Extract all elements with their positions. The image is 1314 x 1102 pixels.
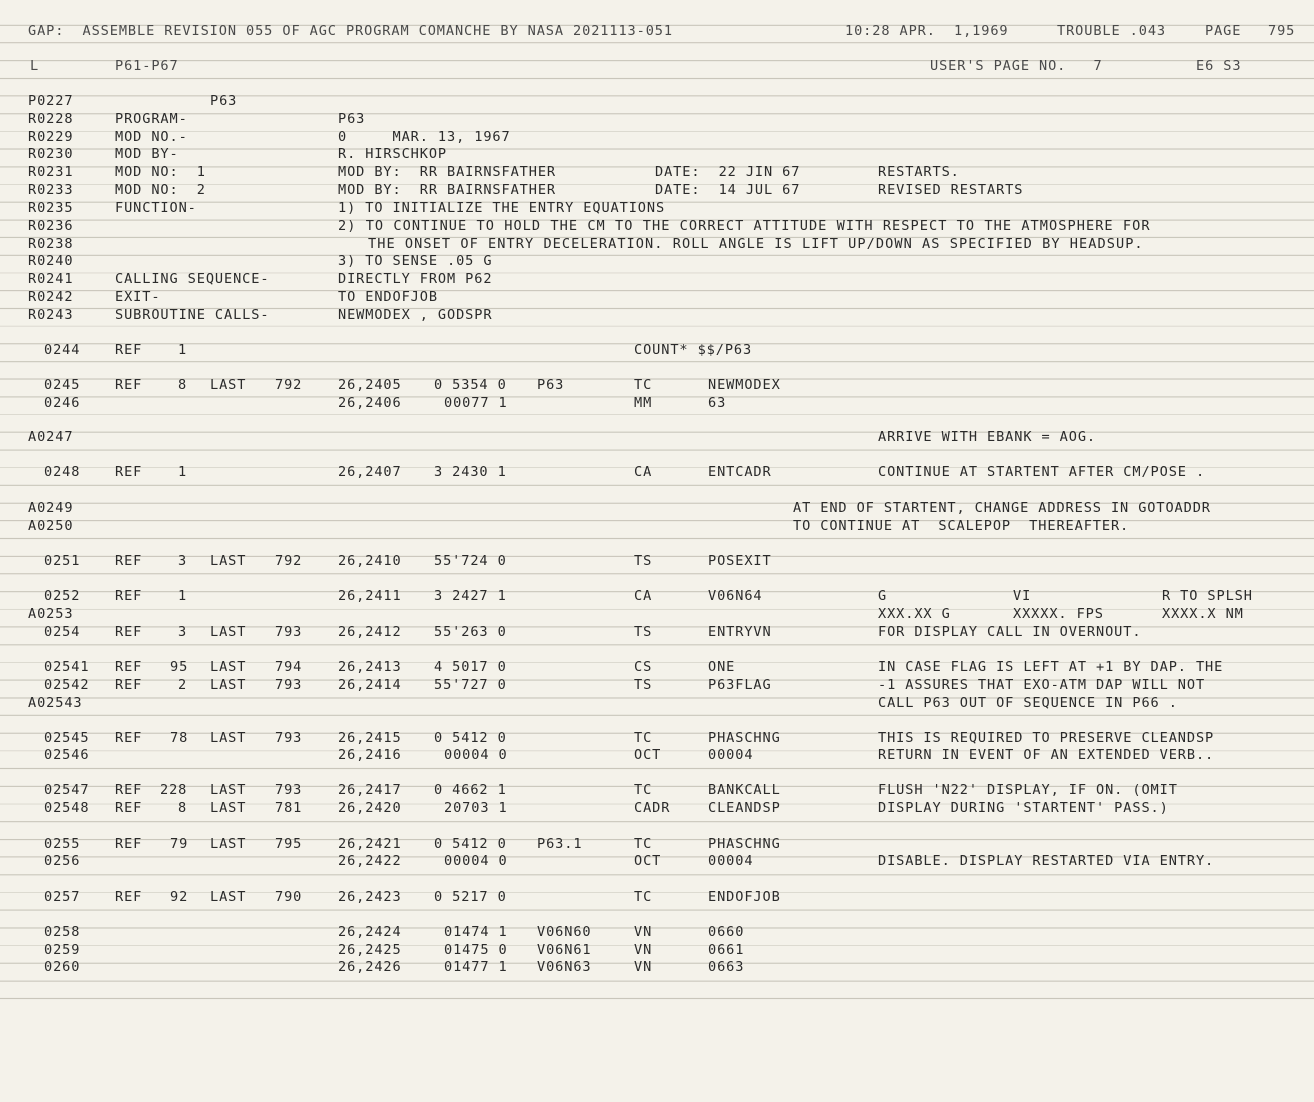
comment-text: 1) TO INITIALIZE THE ENTRY EQUATIONS	[338, 200, 666, 216]
comment-text: P63	[210, 93, 238, 109]
ref-label: REF	[115, 782, 143, 798]
users-page-number: USER'S PAGE NO. 7	[930, 58, 1103, 74]
listing-line	[0, 394, 1314, 412]
ref-label: REF	[115, 624, 143, 640]
last-page: 792	[275, 553, 303, 569]
line-number: R0235	[28, 200, 74, 216]
opcode: TC	[634, 377, 653, 393]
ref-label: REF	[115, 730, 143, 746]
operand: 00004	[708, 853, 754, 869]
line-number: R0238	[28, 236, 74, 252]
last-label: LAST	[210, 889, 247, 905]
operand: POSEXIT	[708, 553, 772, 569]
address: 26,2416	[338, 747, 402, 763]
octal-word: 4 5017 0	[434, 659, 507, 675]
comment-date: DATE: 22 JIN 67	[655, 164, 801, 180]
comment-text: ARRIVE WITH EBANK = AOG.	[878, 429, 1097, 445]
listing-line	[0, 888, 1314, 906]
opcode: VN	[634, 942, 653, 958]
last-label: LAST	[210, 659, 247, 675]
line-number: R0243	[28, 307, 74, 323]
octal-word: 55'263 0	[434, 624, 507, 640]
ref-count: 228	[160, 782, 188, 798]
comment-text: -1 ASSURES THAT EXO-ATM DAP WILL NOT	[878, 677, 1206, 693]
ref-label: REF	[115, 800, 143, 816]
last-page: 794	[275, 659, 303, 675]
operand: PHASCHNG	[708, 836, 781, 852]
address: 26,2417	[338, 782, 402, 798]
ref-count: 2	[178, 677, 188, 693]
line-number: 0256	[44, 853, 81, 869]
listing-line	[0, 376, 1314, 394]
octal-word: 0 5412 0	[434, 836, 507, 852]
comment-text: XXXXX. FPS	[1013, 606, 1104, 622]
section-range: P61-P67	[115, 58, 179, 74]
operand: NEWMODEX	[708, 377, 781, 393]
label: V06N61	[537, 942, 592, 958]
listing-line	[0, 746, 1314, 764]
count-directive: COUNT* $$/P63	[634, 342, 753, 358]
comment-text: THIS IS REQUIRED TO PRESERVE CLEANDSP	[878, 730, 1215, 746]
comment-date: DATE: 14 JUL 67	[655, 182, 801, 198]
operand: ENTCADR	[708, 464, 772, 480]
line-number: 0245	[44, 377, 81, 393]
listing-line	[0, 835, 1314, 853]
opcode: TS	[634, 677, 653, 693]
ref-label: REF	[115, 889, 143, 905]
operand: CLEANDSP	[708, 800, 781, 816]
comment-text: IN CASE FLAG IS LEFT AT +1 BY DAP. THE	[878, 659, 1224, 675]
operand: PHASCHNG	[708, 730, 781, 746]
ref-label: REF	[115, 836, 143, 852]
listing-header	[0, 22, 1314, 40]
comment-text: MOD BY: RR BAIRNSFATHER	[338, 164, 557, 180]
opcode: TS	[634, 553, 653, 569]
comment-text: DIRECTLY FROM P62	[338, 271, 493, 287]
line-number: 0259	[44, 942, 81, 958]
assembly-timestamp: 10:28 APR. 1,1969	[845, 23, 1009, 39]
listing-line	[0, 428, 1314, 446]
comment-text: XXXX.X NM	[1162, 606, 1244, 622]
listing-line	[0, 110, 1314, 128]
line-number: 0260	[44, 959, 81, 975]
opcode: MM	[634, 395, 653, 411]
operand: P63FLAG	[708, 677, 772, 693]
page-number: 795	[1268, 23, 1296, 39]
address: 26,2424	[338, 924, 402, 940]
opcode: CS	[634, 659, 653, 675]
opcode: TC	[634, 836, 653, 852]
octal-word: 0 5354 0	[434, 377, 507, 393]
address: 26,2425	[338, 942, 402, 958]
line-number: A02543	[28, 695, 83, 711]
address: 26,2420	[338, 800, 402, 816]
comment-text: THE ONSET OF ENTRY DECELERATION. ROLL ANGLE IS LIFT UP/DOWN AS SPECIFIED BY HEADSUP.	[368, 236, 1144, 252]
comment-text: XXX.XX G	[878, 606, 951, 622]
line-number: R0240	[28, 253, 74, 269]
line-number: 0257	[44, 889, 81, 905]
listing-line	[0, 306, 1314, 324]
listing-line	[0, 217, 1314, 235]
address: 26,2411	[338, 588, 402, 604]
line-number: R0228	[28, 111, 74, 127]
comment-text: CONTINUE AT STARTENT AFTER CM/POSE .	[878, 464, 1206, 480]
address: 26,2412	[338, 624, 402, 640]
assembly-title: GAP: ASSEMBLE REVISION 055 OF AGC PROGRAM COMANCHE BY NASA 2021113-051	[28, 23, 673, 39]
comment-text: DISABLE. DISPLAY RESTARTED VIA ENTRY.	[878, 853, 1215, 869]
comment-label: EXIT-	[115, 289, 161, 305]
listing-line	[0, 128, 1314, 146]
comment-text: 3) TO SENSE .05 G	[338, 253, 493, 269]
address: 26,2421	[338, 836, 402, 852]
listing-line	[0, 694, 1314, 712]
comment-label: FUNCTION-	[115, 200, 197, 216]
line-number: R0230	[28, 146, 74, 162]
operand: 0660	[708, 924, 745, 940]
comment-text: RETURN IN EVENT OF AN EXTENDED VERB..	[878, 747, 1215, 763]
last-label: LAST	[210, 677, 247, 693]
listing-line	[0, 799, 1314, 817]
opcode: CA	[634, 464, 653, 480]
comment-text: P63	[338, 111, 366, 127]
listing-line	[0, 463, 1314, 481]
opcode: OCT	[634, 747, 662, 763]
line-number: R0236	[28, 218, 74, 234]
comment-text: DISPLAY DURING 'STARTENT' PASS.)	[878, 800, 1169, 816]
last-page: 793	[275, 677, 303, 693]
comment-label: MOD BY-	[115, 146, 179, 162]
ref-count: 95	[170, 659, 189, 675]
address: 26,2410	[338, 553, 402, 569]
octal-word: 3 2427 1	[434, 588, 507, 604]
listing-line	[0, 288, 1314, 306]
octal-word: 00004 0	[444, 747, 508, 763]
opcode: TC	[634, 782, 653, 798]
ref-label: REF	[115, 553, 143, 569]
octal-word: 00004 0	[444, 853, 508, 869]
line-number: R0229	[28, 129, 74, 145]
line-number: R0242	[28, 289, 74, 305]
opcode: VN	[634, 959, 653, 975]
listing-line	[0, 235, 1314, 253]
operand: 0661	[708, 942, 745, 958]
comment-label: MOD NO.-	[115, 129, 188, 145]
trouble-code: TROUBLE .043	[1057, 23, 1167, 39]
comment-label: MOD NO: 1	[115, 164, 206, 180]
operand: BANKCALL	[708, 782, 781, 798]
ref-label: REF	[115, 677, 143, 693]
line-number: A0250	[28, 518, 74, 534]
listing-line	[0, 676, 1314, 694]
last-page: 793	[275, 730, 303, 746]
comment-text: MOD BY: RR BAIRNSFATHER	[338, 182, 557, 198]
ref-count: 8	[178, 800, 188, 816]
opcode: TC	[634, 730, 653, 746]
label: P63	[537, 377, 565, 393]
ref-count: 1	[178, 342, 188, 358]
comment-label: MOD NO: 2	[115, 182, 206, 198]
ref-label: REF	[115, 342, 143, 358]
last-page: 795	[275, 836, 303, 852]
last-label: LAST	[210, 624, 247, 640]
operand: 00004	[708, 747, 754, 763]
line-number: 02547	[44, 782, 90, 798]
comment-text: CALL P63 OUT OF SEQUENCE IN P66 .	[878, 695, 1178, 711]
line-number: A0253	[28, 606, 74, 622]
comment-text: R TO SPLSH	[1162, 588, 1253, 604]
listing-line	[0, 923, 1314, 941]
address: 26,2406	[338, 395, 402, 411]
address: 26,2407	[338, 464, 402, 480]
last-label: LAST	[210, 730, 247, 746]
opcode: TC	[634, 889, 653, 905]
comment-text: RESTARTS.	[878, 164, 960, 180]
line-number: 0258	[44, 924, 81, 940]
listing-line	[0, 729, 1314, 747]
last-label: LAST	[210, 553, 247, 569]
comment-text: R. HIRSCHKOP	[338, 146, 448, 162]
ref-count: 8	[178, 377, 188, 393]
listing-line	[0, 658, 1314, 676]
line-number: 0254	[44, 624, 81, 640]
last-page: 781	[275, 800, 303, 816]
address: 26,2426	[338, 959, 402, 975]
comment-text: 2) TO CONTINUE TO HOLD THE CM TO THE CORRECT ATTITUDE WITH RESPECT TO THE ATMOSPHERE FOR	[338, 218, 1151, 234]
octal-word: 55'727 0	[434, 677, 507, 693]
line-number: A0247	[28, 429, 74, 445]
octal-word: 3 2430 1	[434, 464, 507, 480]
line-number: 0244	[44, 342, 81, 358]
address: 26,2415	[338, 730, 402, 746]
listing-line	[0, 181, 1314, 199]
line-number: 0246	[44, 395, 81, 411]
listing-line	[0, 252, 1314, 270]
listing-line	[0, 517, 1314, 535]
octal-word: 0 4662 1	[434, 782, 507, 798]
line-number: 02548	[44, 800, 90, 816]
line-number: 0251	[44, 553, 81, 569]
ref-label: REF	[115, 377, 143, 393]
comment-label: CALLING SEQUENCE-	[115, 271, 270, 287]
address: 26,2422	[338, 853, 402, 869]
ref-label: REF	[115, 588, 143, 604]
listing-line	[0, 958, 1314, 976]
ref-count: 3	[178, 553, 188, 569]
last-page: 790	[275, 889, 303, 905]
last-label: LAST	[210, 836, 247, 852]
octal-word: 00077 1	[444, 395, 508, 411]
line-number: P0227	[28, 93, 74, 109]
comment-text: FLUSH 'N22' DISPLAY, IF ON. (OMIT	[878, 782, 1178, 798]
listing-line	[0, 499, 1314, 517]
ref-label: REF	[115, 659, 143, 675]
page-label: PAGE	[1205, 23, 1242, 39]
address: 26,2423	[338, 889, 402, 905]
listing-line	[0, 199, 1314, 217]
opcode: CA	[634, 588, 653, 604]
comment-text: FOR DISPLAY CALL IN OVERNOUT.	[878, 624, 1142, 640]
comment-text: REVISED RESTARTS	[878, 182, 1024, 198]
ref-count: 1	[178, 588, 188, 604]
octal-word: 01477 1	[444, 959, 508, 975]
comment-text: G	[878, 588, 888, 604]
comment-text: TO CONTINUE AT SCALEPOP THEREAFTER.	[793, 518, 1130, 534]
listing-line	[0, 941, 1314, 959]
octal-word: 0 5412 0	[434, 730, 507, 746]
ref-count: 1	[178, 464, 188, 480]
operand: ENTRYVN	[708, 624, 772, 640]
line-number: A0249	[28, 500, 74, 516]
ref-count: 92	[170, 889, 189, 905]
listing-line	[0, 270, 1314, 288]
listing-line	[0, 92, 1314, 110]
line-number: 0255	[44, 836, 81, 852]
last-page: 793	[275, 624, 303, 640]
last-label: LAST	[210, 782, 247, 798]
last-label: LAST	[210, 800, 247, 816]
operand: ENDOFJOB	[708, 889, 781, 905]
ref-label: REF	[115, 464, 143, 480]
line-number: 02541	[44, 659, 90, 675]
listing-subheader	[0, 57, 1314, 75]
line-number: 0252	[44, 588, 81, 604]
operand: 63	[708, 395, 727, 411]
octal-word: 01474 1	[444, 924, 508, 940]
octal-word: 0 5217 0	[434, 889, 507, 905]
address: 26,2405	[338, 377, 402, 393]
octal-word: 01475 0	[444, 942, 508, 958]
label: V06N60	[537, 924, 592, 940]
opcode: TS	[634, 624, 653, 640]
listing-line	[0, 852, 1314, 870]
comment-label: SUBROUTINE CALLS-	[115, 307, 270, 323]
listing-line	[0, 781, 1314, 799]
operand: V06N64	[708, 588, 763, 604]
comment-text: TO ENDOFJOB	[338, 289, 438, 305]
comment-text: VI	[1013, 588, 1032, 604]
label: V06N63	[537, 959, 592, 975]
line-number: R0241	[28, 271, 74, 287]
ref-count: 79	[170, 836, 189, 852]
line-number: 0248	[44, 464, 81, 480]
ref-count: 78	[170, 730, 189, 746]
listing-line	[0, 163, 1314, 181]
listing-line	[0, 623, 1314, 641]
octal-word: 55'724 0	[434, 553, 507, 569]
subheader-mark: L	[30, 58, 40, 74]
operand: ONE	[708, 659, 736, 675]
subheader-code: E6 S3	[1196, 58, 1242, 74]
listing-line	[0, 587, 1314, 605]
comment-label: PROGRAM-	[115, 111, 188, 127]
line-number: 02542	[44, 677, 90, 693]
line-number: 02545	[44, 730, 90, 746]
listing-line	[0, 341, 1314, 359]
operand: 0663	[708, 959, 745, 975]
octal-word: 20703 1	[444, 800, 508, 816]
ref-count: 3	[178, 624, 188, 640]
comment-text: AT END OF STARTENT, CHANGE ADDRESS IN GOTOADDR	[793, 500, 1211, 516]
listing-line	[0, 605, 1314, 623]
opcode: VN	[634, 924, 653, 940]
last-page: 792	[275, 377, 303, 393]
line-number: R0233	[28, 182, 74, 198]
last-label: LAST	[210, 377, 247, 393]
last-page: 793	[275, 782, 303, 798]
opcode: OCT	[634, 853, 662, 869]
listing-line	[0, 145, 1314, 163]
line-number: R0231	[28, 164, 74, 180]
opcode: CADR	[634, 800, 671, 816]
address: 26,2414	[338, 677, 402, 693]
listing-line	[0, 552, 1314, 570]
comment-text: NEWMODEX , GODSPR	[338, 307, 493, 323]
label: P63.1	[537, 836, 583, 852]
line-number: 02546	[44, 747, 90, 763]
comment-text: 0 MAR. 13, 1967	[338, 129, 511, 145]
address: 26,2413	[338, 659, 402, 675]
